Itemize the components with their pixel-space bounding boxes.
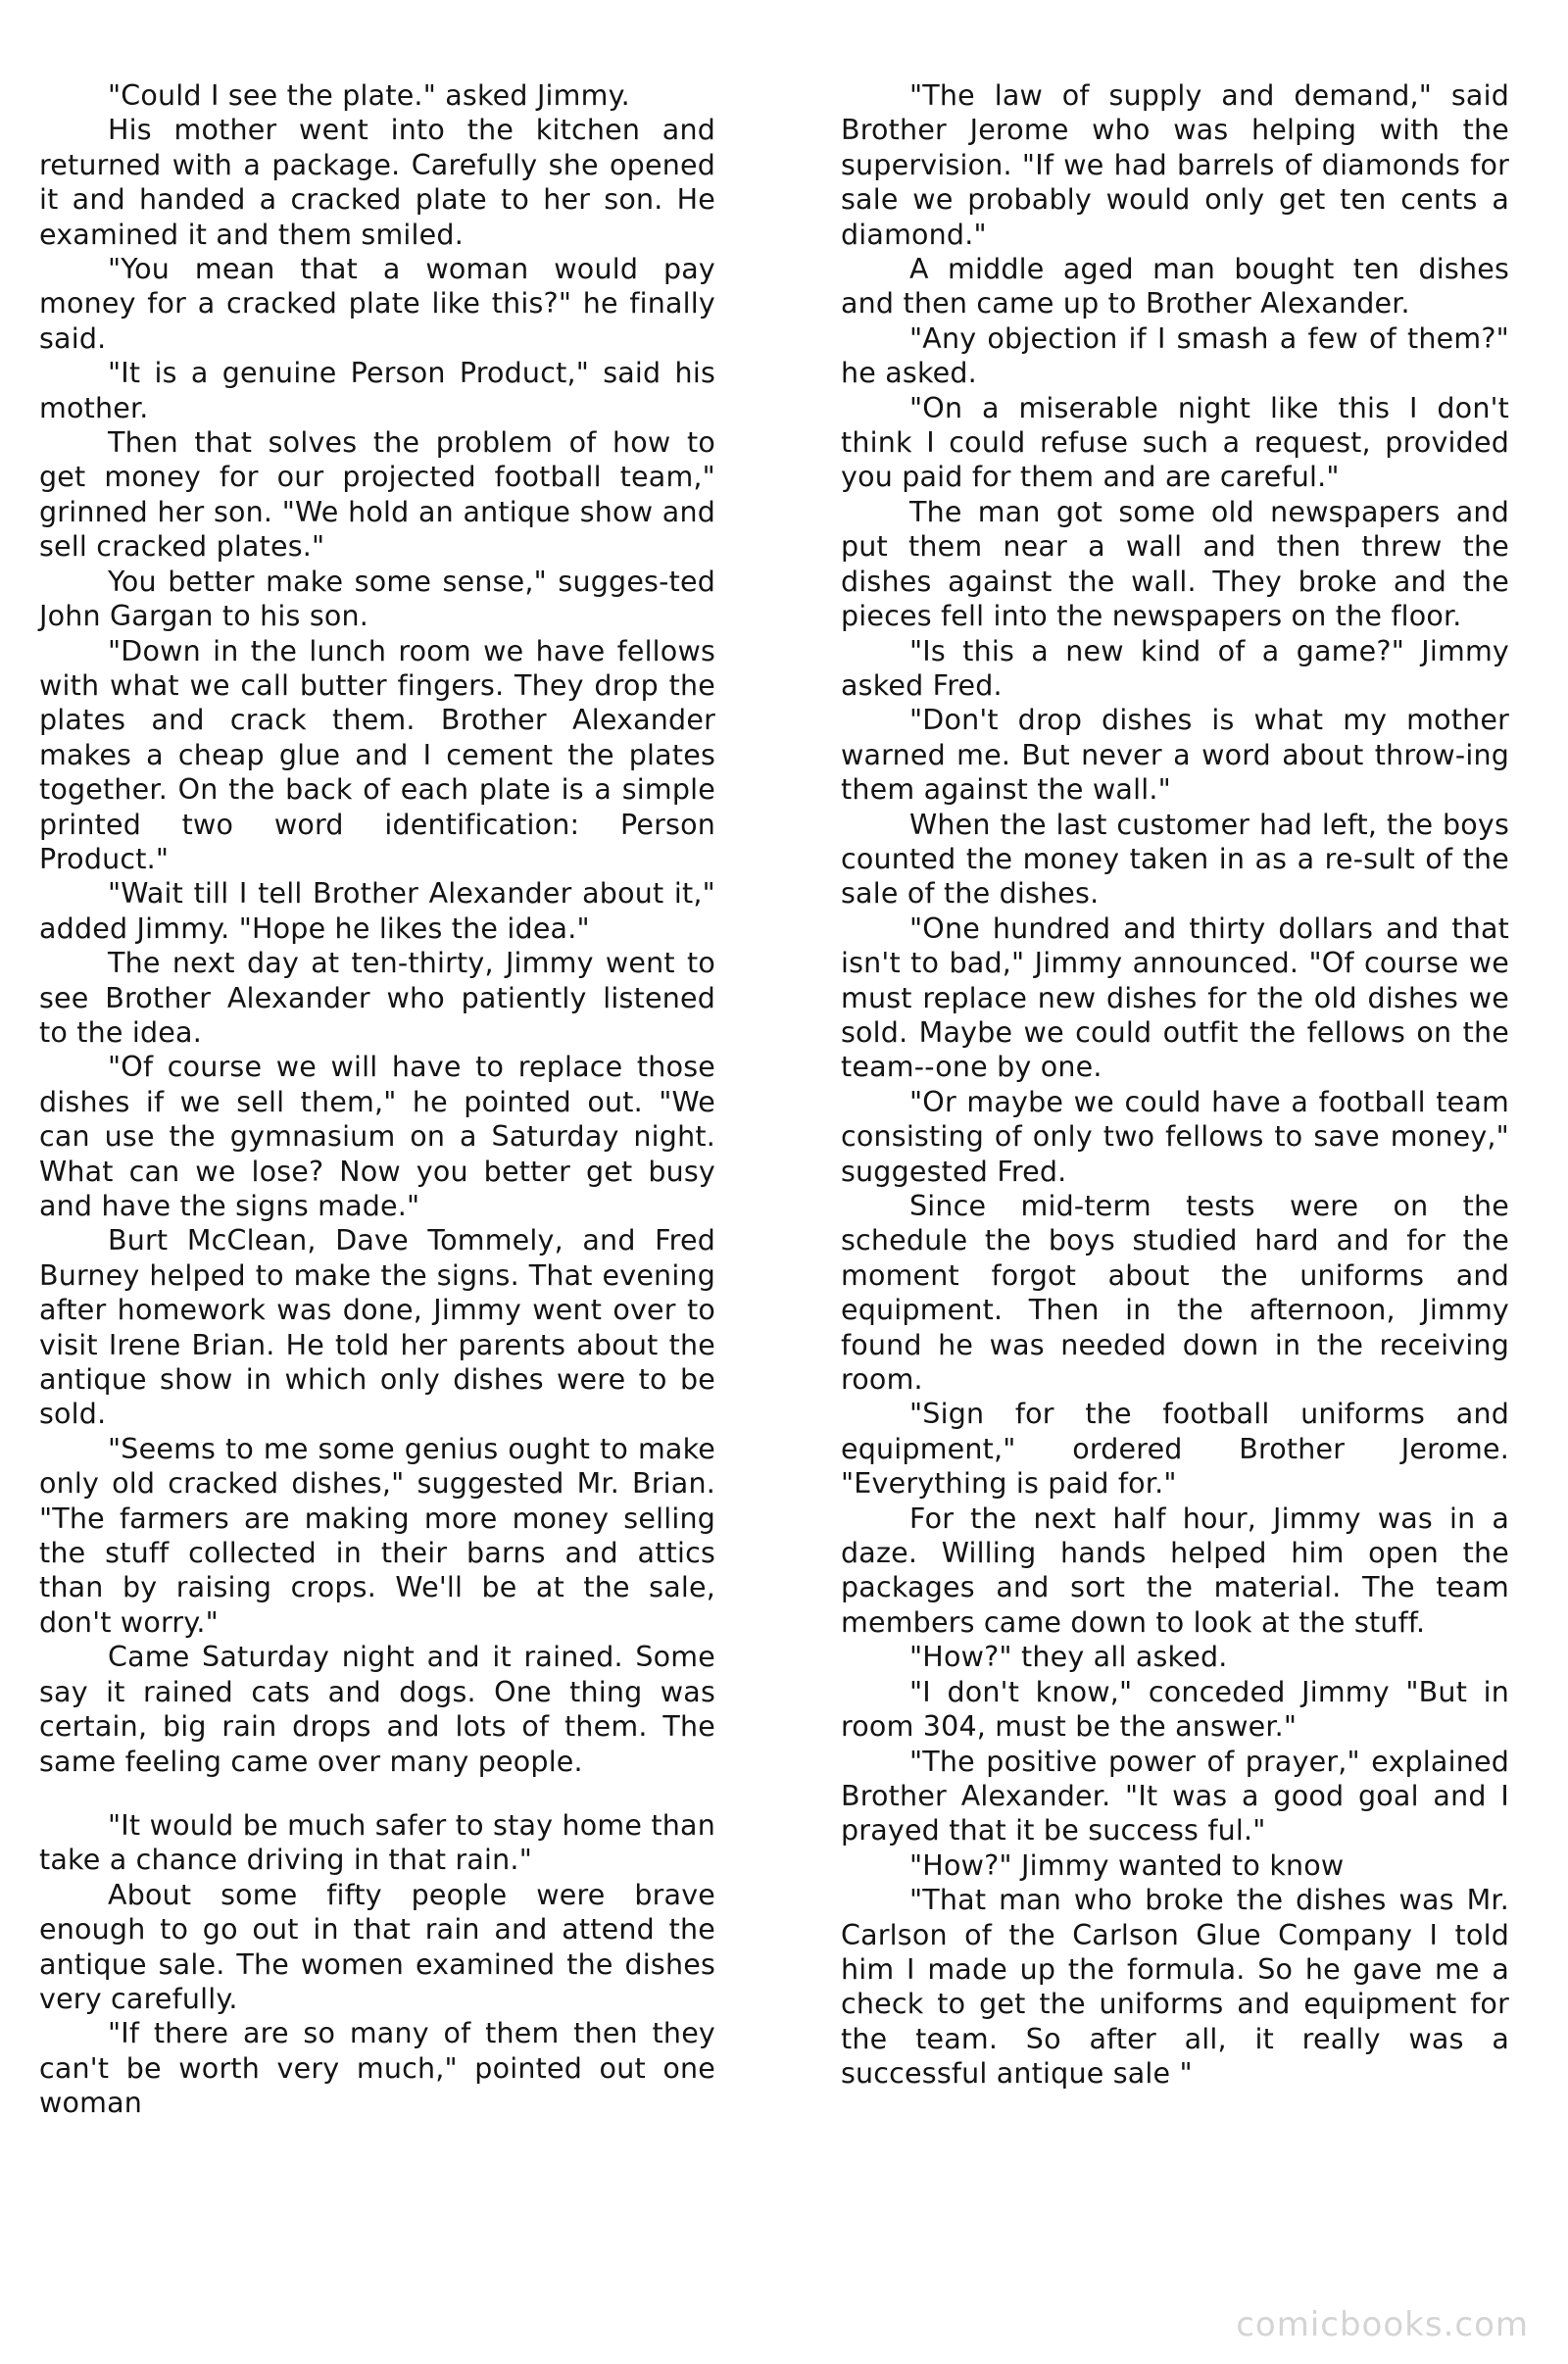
paragraph: About some fifty people were brave enough to go out in that rain and attend the antique sale. The women examined the dishes very carefully. (39, 1878, 715, 2015)
paragraph: "How?" Jimmy wanted to know (909, 1848, 1345, 1882)
paragraph: Then that solves the problem of how to get money for our projected football team," grinned her son. "We hold an antique show and sell cracked plates." (39, 426, 715, 564)
paragraph: "If there are so many of them then they can't be worth very much," pointed out one woman (39, 2017, 715, 2120)
paragraph: For the next half hour, Jimmy was in a daze. Willing hands helped him open the packages and sort the material. The team members came down to look at the stuff. (841, 1502, 1509, 1639)
paragraph: The man got some old newspapers and put them near a wall and then threw the dishes against the wall. They broke and the pieces fell into the newspapers on the floor. (841, 495, 1509, 633)
left-column (39, 78, 715, 2121)
paragraph: "The positive power of prayer," explained Brother Alexander. "It was a good goal and I prayed that it be success ful." (841, 1745, 1509, 1847)
paragraph: "One hundred and thirty dollars and that isn't to bad," Jimmy announced. "Of course we must replace new dishes for the old dishes we sold. Maybe we could outfit the fellows on the team--one by one. (841, 911, 1509, 1084)
paragraph: Since mid-term tests were on the schedule the boys studied hard and for the moment forgot about the uniforms and equipment. Then in the afternoon, Jimmy found he was needed down in the receiving room. (841, 1190, 1509, 1397)
paragraph: "That man who broke the dishes was Mr. Carlson of the Carlson Glue Company I told him I made up the formula. So he gave me a check to get the uniforms and equipment for the team. So after all, it really was a successful antique sale " (841, 1884, 1509, 2091)
paragraph: You better make some sense," sugges-ted John Gargan to his son. (39, 565, 715, 633)
paragraph: "Of course we will have to replace those dishes if we sell them," he pointed out. "We can use the gymnasium on a Saturday night. What can we lose? Now you better get busy and have the signs made." (39, 1051, 715, 1222)
paragraph: "The law of supply and demand," said Brother Jerome who was helping with the supervision. "If we had barrels of diamonds for sale we probably would only get ten cents a diamond." (841, 79, 1509, 251)
paragraph: "I don't know," conceded Jimmy "But in room 304, must be the answer." (841, 1675, 1509, 1744)
watermark: comicbooks.com (1236, 2305, 1529, 2344)
paragraph: Came Saturday night and it rained. Some say it rained cats and dogs. One thing was certain, big rain drops and lots of them. The same feeling came over many people. (39, 1641, 715, 1778)
paragraph: His mother went into the kitchen and returned with a package. Carefully she opened it and handed a cracked plate to her son. He examined it and them smiled. (39, 114, 715, 251)
paragraph: "Down in the lunch room we have fellows with what we call butter fingers. They drop the plates and crack them. Brother Alexander makes a cheap glue and I cement the plates together. On the back of each plate is a simple printed two word identification: Person Product." (39, 634, 715, 875)
right-column (841, 78, 1509, 2092)
paragraph: "Don't drop dishes is what my mother warned me. But never a word about throw-ing them against the wall." (841, 704, 1509, 807)
paragraph: "Wait till I tell Brother Alexander about it," added Jimmy. "Hope he likes the idea." (39, 877, 715, 945)
paragraph: "It would be much safer to stay home than take a chance driving in that rain." (39, 1808, 715, 1877)
paragraph: "On a miserable night like this I don't think I could refuse such a request, provided you paid for them and are careful." (841, 391, 1509, 494)
paragraph: Burt McClean, Dave Tommely, and Fred Burney helped to make the signs. That evening after homework was done, Jimmy went over to visit Irene Brian. He told her parents about the antique show in which only dishes were to be sold. (39, 1224, 715, 1431)
paragraph: "Sign for the football uniforms and equipment," ordered Brother Jerome. "Everything is paid for." (841, 1398, 1509, 1501)
paragraph: "Or maybe we could have a football team consisting of only two fellows to save money," suggested Fred. (841, 1085, 1509, 1188)
paragraph: "Is this a new kind of a game?" Jimmy asked Fred. (841, 634, 1509, 702)
paragraph: "It is a genuine Person Product," said his mother. (39, 357, 715, 424)
paragraph: "Could I see the plate." asked Jimmy. (108, 79, 630, 112)
paragraph: "You mean that a woman would pay money for a cracked plate like this?" he finally said. (39, 253, 715, 355)
paragraph: "How?" they all asked. (909, 1641, 1228, 1674)
paragraph: "Any objection if I smash a few of them?" he asked. (841, 321, 1509, 390)
paragraph: "Seems to me some genius ought to make only old cracked dishes," suggested Mr. Brian. "The farmers are making more money selling the stuff collected in their barns and attics than by raising crops. We'll be at the sale, don't worry." (39, 1432, 715, 1639)
paragraph: The next day at ten-thirty, Jimmy went to see Brother Alexander who patiently listened to the idea. (39, 947, 715, 1049)
paragraph: When the last customer had left, the boys counted the money taken in as a re-sult of the sale of the dishes. (841, 808, 1509, 911)
paragraph: A middle aged man bought ten dishes and then came up to Brother Alexander. (841, 253, 1509, 320)
